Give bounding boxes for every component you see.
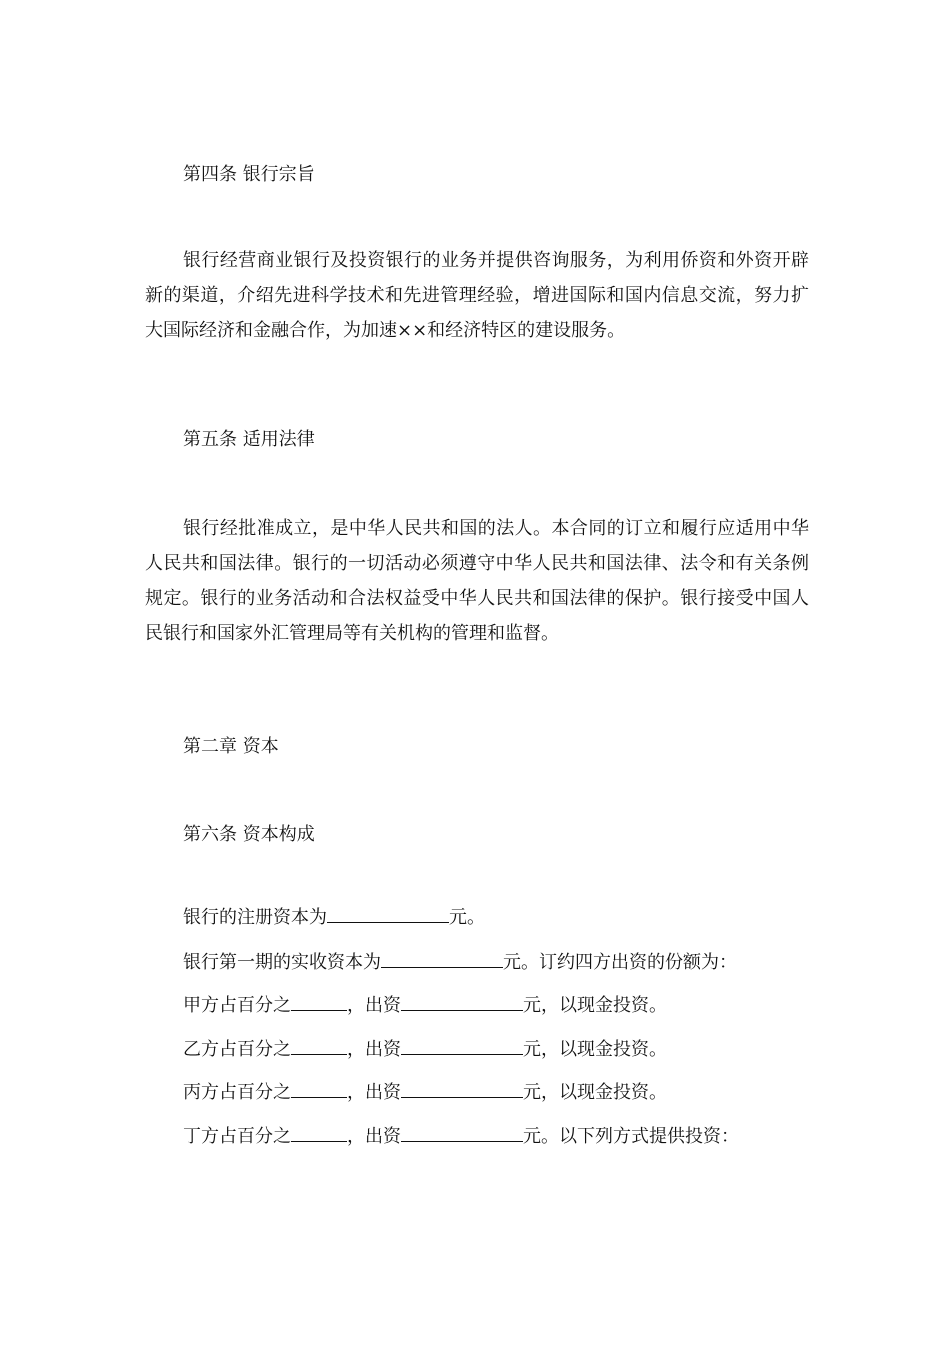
paid-in-capital-tail: 元。订约四方出资的份额为： <box>503 952 737 973</box>
chapter-2-heading: 第二章 资本 <box>183 736 279 757</box>
registered-capital-line <box>183 903 485 933</box>
party-b-amount-blank[interactable] <box>401 1036 523 1055</box>
party-a-share-label: 甲方占百分之 <box>183 995 291 1016</box>
party-a-line <box>183 991 667 1021</box>
party-b-tail: 元，以现金投资。 <box>523 1039 667 1060</box>
party-c-percent-blank[interactable] <box>291 1079 347 1098</box>
article-4-heading: 第四条 银行宗旨 <box>183 164 315 185</box>
paid-in-capital-line <box>183 948 737 978</box>
article-6-heading: 第六条 资本构成 <box>183 824 315 845</box>
party-a-tail: 元，以现金投资。 <box>523 995 667 1016</box>
party-d-contribution-label: ，出资 <box>347 1126 401 1147</box>
registered-capital-unit: 元。 <box>449 907 485 928</box>
party-b-line <box>183 1035 667 1065</box>
party-c-contribution-label: ，出资 <box>347 1082 401 1103</box>
party-c-amount-blank[interactable] <box>401 1079 523 1098</box>
registered-capital-label: 银行的注册资本为 <box>183 907 327 928</box>
party-d-line <box>183 1122 739 1152</box>
party-c-share-label: 丙方占百分之 <box>183 1082 291 1103</box>
party-b-contribution-label: ，出资 <box>347 1039 401 1060</box>
party-d-tail: 元。以下列方式提供投资： <box>523 1126 739 1147</box>
party-b-share-label: 乙方占百分之 <box>183 1039 291 1060</box>
party-d-share-label: 丁方占百分之 <box>183 1126 291 1147</box>
article-5-body: 银行经批准成立，是中华人民共和国的法人。本合同的订立和履行应适用中华人民共和国法律。银行的一切活动必须遵守中华人民共和国法律、法令和有关条例规定。银行的业务活动和合法权益受中华人民共和国法律的保护。银行接受中国人民银行和国家外汇管理局等有关机构的管理和监督。 <box>145 518 809 644</box>
party-a-contribution-label: ，出资 <box>347 995 401 1016</box>
registered-capital-blank[interactable] <box>327 904 449 923</box>
paid-in-capital-label: 银行第一期的实收资本为 <box>183 952 381 973</box>
party-d-amount-blank[interactable] <box>401 1123 523 1142</box>
party-c-tail: 元，以现金投资。 <box>523 1082 667 1103</box>
party-d-percent-blank[interactable] <box>291 1123 347 1142</box>
party-b-percent-blank[interactable] <box>291 1036 347 1055</box>
article-4-body: 银行经营商业银行及投资银行的业务并提供咨询服务，为利用侨资和外资开辟新的渠道，介绍先进科学技术和先进管理经验，增进国际和国内信息交流，努力扩大国际经济和金融合作，为加速××和经济特区的建设服务。 <box>145 250 809 341</box>
party-a-percent-blank[interactable] <box>291 992 347 1011</box>
article-5-heading: 第五条 适用法律 <box>183 429 315 450</box>
party-c-line <box>183 1078 667 1108</box>
paid-in-capital-blank[interactable] <box>381 949 503 968</box>
party-a-amount-blank[interactable] <box>401 992 523 1011</box>
